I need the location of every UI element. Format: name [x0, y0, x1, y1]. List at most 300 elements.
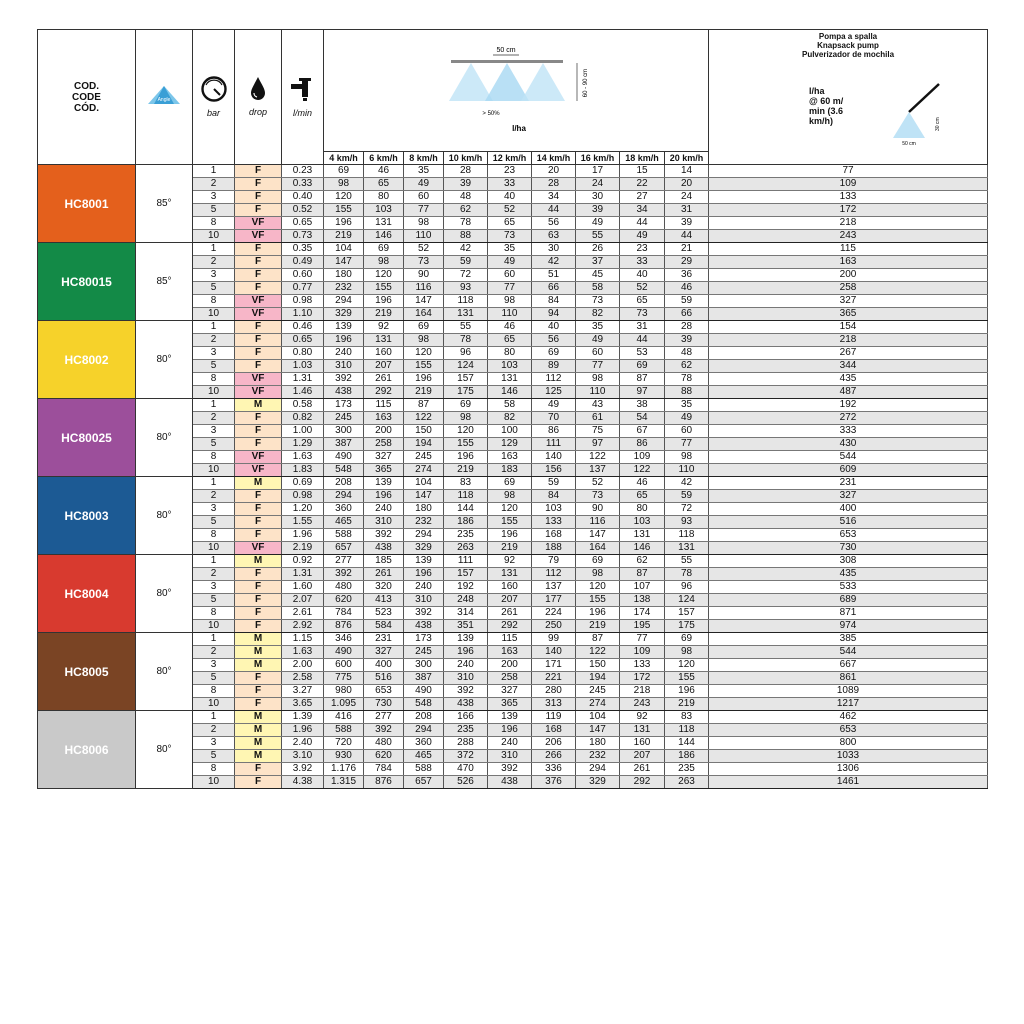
drop-size-cell: F — [235, 438, 282, 451]
lha-20kmh-cell: 48 — [665, 347, 709, 360]
lha-8kmh-cell: 139 — [404, 555, 444, 568]
nozzle-flow-table — [37, 29, 988, 789]
lha-4kmh-cell: 465 — [324, 516, 364, 529]
lha-6kmh-cell: 69 — [364, 243, 404, 256]
lha-18kmh-cell: 38 — [620, 399, 665, 412]
drop-size-cell: F — [235, 191, 282, 204]
lha-20kmh-cell: 39 — [665, 217, 709, 230]
lha-20kmh-cell: 59 — [665, 490, 709, 503]
lha-18kmh-cell: 73 — [620, 308, 665, 321]
model-code-cell: HC8001 — [38, 165, 136, 243]
lha-20kmh-cell: 24 — [665, 191, 709, 204]
drop-header — [235, 30, 282, 165]
knapsack-lha-cell: 272 — [709, 412, 988, 425]
lha-10kmh-cell: 42 — [444, 243, 488, 256]
lha-14kmh-cell: 111 — [532, 438, 576, 451]
lha-20kmh-cell: 78 — [665, 568, 709, 581]
lha-10kmh-cell: 196 — [444, 451, 488, 464]
lha-18kmh-cell: 133 — [620, 659, 665, 672]
lha-20kmh-cell: 131 — [665, 542, 709, 555]
lha-20kmh-cell: 93 — [665, 516, 709, 529]
model-code-cell: HC8002 — [38, 321, 136, 399]
knapsack-lha-cell: 385 — [709, 633, 988, 646]
knapsack-lha-cell: 308 — [709, 555, 988, 568]
knapsack-lha-cell: 653 — [709, 529, 988, 542]
lha-8kmh-cell: 73 — [404, 256, 444, 269]
lha-6kmh-cell: 163 — [364, 412, 404, 425]
lha-16kmh-cell: 82 — [576, 308, 620, 321]
lha-4kmh-cell: 155 — [324, 204, 364, 217]
lha-12kmh-cell: 120 — [488, 503, 532, 516]
knapsack-lha-cell: 533 — [709, 581, 988, 594]
lha-14kmh-cell: 94 — [532, 308, 576, 321]
lha-6kmh-cell: 115 — [364, 399, 404, 412]
lha-14kmh-cell: 84 — [532, 295, 576, 308]
lha-20kmh-cell: 144 — [665, 737, 709, 750]
lha-16kmh-cell: 232 — [576, 750, 620, 763]
lha-10kmh-cell: 235 — [444, 724, 488, 737]
bar-cell: 10 — [193, 464, 235, 477]
lha-10kmh-cell: 235 — [444, 529, 488, 542]
lha-4kmh-cell: 1.176 — [324, 763, 364, 776]
flow-cell: 1.39 — [282, 711, 324, 724]
lha-16kmh-cell: 49 — [576, 217, 620, 230]
bar-cell: 3 — [193, 737, 235, 750]
knapsack-lha-cell: 730 — [709, 542, 988, 555]
lha-20kmh-cell: 110 — [665, 464, 709, 477]
lha-6kmh-cell: 80 — [364, 191, 404, 204]
lha-10kmh-cell: 83 — [444, 477, 488, 490]
lha-18kmh-cell: 23 — [620, 243, 665, 256]
lha-4kmh-cell: 620 — [324, 594, 364, 607]
lha-8kmh-cell: 196 — [404, 568, 444, 581]
lha-16kmh-cell: 180 — [576, 737, 620, 750]
drop-size-cell: M — [235, 399, 282, 412]
bar-cell: 3 — [193, 347, 235, 360]
lha-6kmh-cell: 523 — [364, 607, 404, 620]
lha-16kmh-cell: 294 — [576, 763, 620, 776]
code-label-it: COD. — [74, 80, 99, 92]
bar-cell: 5 — [193, 360, 235, 373]
lha-4kmh-cell: 139 — [324, 321, 364, 334]
lha-8kmh-cell: 588 — [404, 763, 444, 776]
lha-20kmh-cell: 39 — [665, 334, 709, 347]
drop-size-cell: M — [235, 711, 282, 724]
flow-cell: 0.98 — [282, 295, 324, 308]
spray-angle-cell: 80° — [136, 399, 193, 477]
lha-18kmh-cell: 243 — [620, 698, 665, 711]
pump-rate-3: min (3.6 — [809, 106, 844, 116]
lha-4kmh-cell: 98 — [324, 178, 364, 191]
lha-12kmh-cell: 207 — [488, 594, 532, 607]
flow-cell: 1.20 — [282, 503, 324, 516]
lha-8kmh-cell: 232 — [404, 516, 444, 529]
droplet-icon — [249, 76, 267, 102]
knapsack-lha-cell: 327 — [709, 295, 988, 308]
lha-8kmh-cell: 194 — [404, 438, 444, 451]
table-body — [38, 165, 988, 789]
lha-8kmh-cell: 294 — [404, 724, 444, 737]
lha-18kmh-cell: 69 — [620, 360, 665, 373]
lha-4kmh-cell: 490 — [324, 451, 364, 464]
drop-size-cell: F — [235, 204, 282, 217]
lha-18kmh-cell: 218 — [620, 685, 665, 698]
lha-16kmh-cell: 37 — [576, 256, 620, 269]
knapsack-lha-cell: 462 — [709, 711, 988, 724]
knapsack-lha-cell: 435 — [709, 373, 988, 386]
spray-angle-cell: 80° — [136, 555, 193, 633]
lha-10kmh-cell: 72 — [444, 269, 488, 282]
lha-12kmh-cell: 160 — [488, 581, 532, 594]
lha-14kmh-cell: 177 — [532, 594, 576, 607]
lha-16kmh-cell: 73 — [576, 490, 620, 503]
speed-col-6: 14 km/h — [532, 152, 576, 165]
lha-6kmh-cell: 584 — [364, 620, 404, 633]
drop-size-cell: F — [235, 568, 282, 581]
lha-10kmh-cell: 372 — [444, 750, 488, 763]
lha-6kmh-cell: 620 — [364, 750, 404, 763]
lha-8kmh-cell: 116 — [404, 282, 444, 295]
lha-14kmh-cell: 42 — [532, 256, 576, 269]
bar-cell: 10 — [193, 308, 235, 321]
flow-cell: 2.19 — [282, 542, 324, 555]
lha-8kmh-cell: 240 — [404, 581, 444, 594]
lha-6kmh-cell: 207 — [364, 360, 404, 373]
bar-cell: 1 — [193, 321, 235, 334]
lha-4kmh-cell: 548 — [324, 464, 364, 477]
lha-18kmh-cell: 107 — [620, 581, 665, 594]
lha-20kmh-cell: 120 — [665, 659, 709, 672]
bar-cell: 5 — [193, 594, 235, 607]
flow-cell: 4.38 — [282, 776, 324, 789]
knapsack-lha-cell: 1461 — [709, 776, 988, 789]
lha-6kmh-cell: 392 — [364, 529, 404, 542]
lha-18kmh-cell: 92 — [620, 711, 665, 724]
lha-14kmh-cell: 30 — [532, 243, 576, 256]
model-code-cell: HC80025 — [38, 399, 136, 477]
lha-14kmh-cell: 99 — [532, 633, 576, 646]
drop-size-cell: VF — [235, 451, 282, 464]
bar-cell: 8 — [193, 373, 235, 386]
lha-12kmh-cell: 163 — [488, 451, 532, 464]
lha-4kmh-cell: 208 — [324, 477, 364, 490]
speed-col-7: 16 km/h — [576, 152, 620, 165]
lha-4kmh-cell: 120 — [324, 191, 364, 204]
drop-size-cell: M — [235, 750, 282, 763]
lha-18kmh-cell: 27 — [620, 191, 665, 204]
bar-header — [193, 30, 235, 165]
lha-12kmh-cell: 69 — [488, 477, 532, 490]
knapsack-lha-cell: 109 — [709, 178, 988, 191]
lha-10kmh-cell: 248 — [444, 594, 488, 607]
table-row — [38, 321, 988, 334]
lha-16kmh-cell: 30 — [576, 191, 620, 204]
lha-8kmh-cell: 387 — [404, 672, 444, 685]
lha-6kmh-cell: 196 — [364, 490, 404, 503]
lha-18kmh-cell: 34 — [620, 204, 665, 217]
drop-size-cell: F — [235, 165, 282, 178]
knapsack-lha-cell: 516 — [709, 516, 988, 529]
lha-18kmh-cell: 86 — [620, 438, 665, 451]
flow-cell: 0.40 — [282, 191, 324, 204]
speed-col-2: 6 km/h — [364, 152, 404, 165]
lha-10kmh-cell: 120 — [444, 425, 488, 438]
drop-size-cell: M — [235, 477, 282, 490]
lha-4kmh-cell: 104 — [324, 243, 364, 256]
lha-16kmh-cell: 120 — [576, 581, 620, 594]
lha-18kmh-cell: 52 — [620, 282, 665, 295]
lha-14kmh-cell: 51 — [532, 269, 576, 282]
lha-10kmh-cell: 310 — [444, 672, 488, 685]
lha-6kmh-cell: 261 — [364, 568, 404, 581]
lha-14kmh-cell: 250 — [532, 620, 576, 633]
lha-16kmh-cell: 39 — [576, 204, 620, 217]
lha-4kmh-cell: 1.315 — [324, 776, 364, 789]
diagram-width-label: 50 cm — [496, 46, 516, 54]
lha-8kmh-cell: 245 — [404, 451, 444, 464]
flow-cell: 1.03 — [282, 360, 324, 373]
lha-20kmh-cell: 175 — [665, 620, 709, 633]
table-row — [38, 399, 988, 412]
flow-cell: 2.58 — [282, 672, 324, 685]
bar-cell: 5 — [193, 204, 235, 217]
lha-4kmh-cell: 876 — [324, 620, 364, 633]
lha-4kmh-cell: 294 — [324, 295, 364, 308]
lha-16kmh-cell: 77 — [576, 360, 620, 373]
lha-6kmh-cell: 160 — [364, 347, 404, 360]
lha-10kmh-cell: 93 — [444, 282, 488, 295]
drop-size-cell: F — [235, 685, 282, 698]
lha-18kmh-cell: 65 — [620, 295, 665, 308]
lha-6kmh-cell: 155 — [364, 282, 404, 295]
lha-20kmh-cell: 155 — [665, 672, 709, 685]
lha-4kmh-cell: 219 — [324, 230, 364, 243]
code-header — [38, 30, 136, 165]
lha-16kmh-cell: 110 — [576, 386, 620, 399]
bar-cell: 8 — [193, 217, 235, 230]
knapsack-lha-cell: 1217 — [709, 698, 988, 711]
lha-4kmh-cell: 784 — [324, 607, 364, 620]
lha-10kmh-cell: 166 — [444, 711, 488, 724]
lha-8kmh-cell: 122 — [404, 412, 444, 425]
bar-cell: 2 — [193, 256, 235, 269]
lha-16kmh-cell: 26 — [576, 243, 620, 256]
lha-14kmh-cell: 79 — [532, 555, 576, 568]
knapsack-lha-cell: 133 — [709, 191, 988, 204]
knapsack-lha-cell: 192 — [709, 399, 988, 412]
lha-8kmh-cell: 548 — [404, 698, 444, 711]
lha-14kmh-cell: 133 — [532, 516, 576, 529]
lha-12kmh-cell: 46 — [488, 321, 532, 334]
speed-col-3: 8 km/h — [404, 152, 444, 165]
drop-size-cell: M — [235, 724, 282, 737]
lha-6kmh-cell: 653 — [364, 685, 404, 698]
pump-title-en: Knapsack pump — [817, 41, 879, 50]
drop-size-cell: F — [235, 490, 282, 503]
lha-6kmh-cell: 200 — [364, 425, 404, 438]
flow-cell: 1.63 — [282, 451, 324, 464]
lha-12kmh-cell: 292 — [488, 620, 532, 633]
lha-8kmh-cell: 300 — [404, 659, 444, 672]
lha-6kmh-cell: 413 — [364, 594, 404, 607]
lha-12kmh-cell: 40 — [488, 191, 532, 204]
knapsack-lha-cell: 115 — [709, 243, 988, 256]
lha-18kmh-cell: 44 — [620, 217, 665, 230]
lha-20kmh-cell: 118 — [665, 724, 709, 737]
lha-20kmh-cell: 21 — [665, 243, 709, 256]
lha-18kmh-cell: 292 — [620, 776, 665, 789]
drop-size-cell: F — [235, 503, 282, 516]
lha-14kmh-cell: 34 — [532, 191, 576, 204]
table-row — [38, 555, 988, 568]
lha-20kmh-cell: 98 — [665, 451, 709, 464]
lha-8kmh-cell: 219 — [404, 386, 444, 399]
lha-10kmh-cell: 392 — [444, 685, 488, 698]
lha-10kmh-cell: 131 — [444, 308, 488, 321]
lha-4kmh-cell: 277 — [324, 555, 364, 568]
drop-size-cell: VF — [235, 386, 282, 399]
lha-4kmh-cell: 1.095 — [324, 698, 364, 711]
lha-16kmh-cell: 52 — [576, 477, 620, 490]
lha-12kmh-cell: 58 — [488, 399, 532, 412]
lha-8kmh-cell: 77 — [404, 204, 444, 217]
lha-8kmh-cell: 196 — [404, 373, 444, 386]
lha-10kmh-cell: 118 — [444, 295, 488, 308]
lha-14kmh-cell: 336 — [532, 763, 576, 776]
lha-4kmh-cell: 387 — [324, 438, 364, 451]
lha-14kmh-cell: 103 — [532, 503, 576, 516]
lha-6kmh-cell: 320 — [364, 581, 404, 594]
lha-14kmh-cell: 156 — [532, 464, 576, 477]
lha-20kmh-cell: 62 — [665, 360, 709, 373]
lha-10kmh-cell: 28 — [444, 165, 488, 178]
bar-cell: 2 — [193, 724, 235, 737]
lha-20kmh-cell: 196 — [665, 685, 709, 698]
lha-10kmh-cell: 78 — [444, 334, 488, 347]
lha-12kmh-cell: 80 — [488, 347, 532, 360]
lha-8kmh-cell: 49 — [404, 178, 444, 191]
spray-diagram-header — [324, 30, 709, 152]
boom-spray-diagram — [431, 43, 601, 135]
lha-14kmh-cell: 66 — [532, 282, 576, 295]
lha-12kmh-cell: 115 — [488, 633, 532, 646]
bar-cell: 8 — [193, 529, 235, 542]
knapsack-lha-cell: 218 — [709, 217, 988, 230]
lha-12kmh-cell: 258 — [488, 672, 532, 685]
knapsack-lha-cell: 861 — [709, 672, 988, 685]
lha-12kmh-cell: 33 — [488, 178, 532, 191]
knapsack-lha-cell: 435 — [709, 568, 988, 581]
lha-6kmh-cell: 392 — [364, 724, 404, 737]
knapsack-lha-cell: 400 — [709, 503, 988, 516]
lha-20kmh-cell: 118 — [665, 529, 709, 542]
lha-4kmh-cell: 310 — [324, 360, 364, 373]
lha-6kmh-cell: 219 — [364, 308, 404, 321]
lha-16kmh-cell: 75 — [576, 425, 620, 438]
lha-14kmh-cell: 89 — [532, 360, 576, 373]
lha-8kmh-cell: 90 — [404, 269, 444, 282]
flow-cell: 0.82 — [282, 412, 324, 425]
lha-12kmh-cell: 163 — [488, 646, 532, 659]
knapsack-lha-cell: 544 — [709, 646, 988, 659]
lha-4kmh-cell: 196 — [324, 217, 364, 230]
bar-cell: 5 — [193, 672, 235, 685]
lha-6kmh-cell: 131 — [364, 217, 404, 230]
lha-14kmh-cell: 20 — [532, 165, 576, 178]
lha-4kmh-cell: 657 — [324, 542, 364, 555]
speed-col-8: 18 km/h — [620, 152, 665, 165]
flow-cell: 1.60 — [282, 581, 324, 594]
lha-18kmh-cell: 80 — [620, 503, 665, 516]
lha-6kmh-cell: 784 — [364, 763, 404, 776]
faucet-icon — [289, 75, 317, 103]
lha-10kmh-cell: 186 — [444, 516, 488, 529]
lha-14kmh-cell: 168 — [532, 529, 576, 542]
lha-14kmh-cell: 376 — [532, 776, 576, 789]
lha-12kmh-cell: 155 — [488, 516, 532, 529]
lha-20kmh-cell: 28 — [665, 321, 709, 334]
lha-20kmh-cell: 69 — [665, 633, 709, 646]
pump-rate-1: l/ha — [809, 86, 825, 96]
knapsack-lha-cell: 800 — [709, 737, 988, 750]
bar-cell: 2 — [193, 646, 235, 659]
lha-10kmh-cell: 96 — [444, 347, 488, 360]
lha-4kmh-cell: 490 — [324, 646, 364, 659]
lha-8kmh-cell: 392 — [404, 607, 444, 620]
bar-cell: 5 — [193, 282, 235, 295]
lha-14kmh-cell: 140 — [532, 646, 576, 659]
drop-size-cell: VF — [235, 542, 282, 555]
lha-4kmh-cell: 300 — [324, 425, 364, 438]
bar-cell: 1 — [193, 633, 235, 646]
flow-cell: 0.65 — [282, 334, 324, 347]
lha-6kmh-cell: 65 — [364, 178, 404, 191]
lha-18kmh-cell: 131 — [620, 529, 665, 542]
bar-cell: 3 — [193, 269, 235, 282]
speed-col-4: 10 km/h — [444, 152, 488, 165]
lha-20kmh-cell: 98 — [665, 646, 709, 659]
lha-18kmh-cell: 174 — [620, 607, 665, 620]
lha-6kmh-cell: 258 — [364, 438, 404, 451]
lha-18kmh-cell: 87 — [620, 373, 665, 386]
lha-12kmh-cell: 65 — [488, 334, 532, 347]
lha-10kmh-cell: 78 — [444, 217, 488, 230]
lha-12kmh-cell: 49 — [488, 256, 532, 269]
lha-18kmh-cell: 261 — [620, 763, 665, 776]
lha-12kmh-cell: 196 — [488, 529, 532, 542]
knapsack-lha-cell: 172 — [709, 204, 988, 217]
flow-cell: 2.40 — [282, 737, 324, 750]
lha-14kmh-cell: 112 — [532, 568, 576, 581]
spray-angle-cell: 80° — [136, 477, 193, 555]
lha-18kmh-cell: 49 — [620, 230, 665, 243]
lha-14kmh-cell: 206 — [532, 737, 576, 750]
lha-8kmh-cell: 110 — [404, 230, 444, 243]
flow-cell: 1.31 — [282, 568, 324, 581]
lha-20kmh-cell: 96 — [665, 581, 709, 594]
lha-4kmh-cell: 720 — [324, 737, 364, 750]
bar-cell: 10 — [193, 230, 235, 243]
bar-cell: 10 — [193, 620, 235, 633]
bar-cell: 1 — [193, 165, 235, 178]
lha-12kmh-cell: 438 — [488, 776, 532, 789]
lha-10kmh-cell: 157 — [444, 373, 488, 386]
drop-size-cell: F — [235, 763, 282, 776]
lha-6kmh-cell: 240 — [364, 503, 404, 516]
flow-cell: 0.60 — [282, 269, 324, 282]
drop-size-cell: F — [235, 529, 282, 542]
lha-10kmh-cell: 192 — [444, 581, 488, 594]
